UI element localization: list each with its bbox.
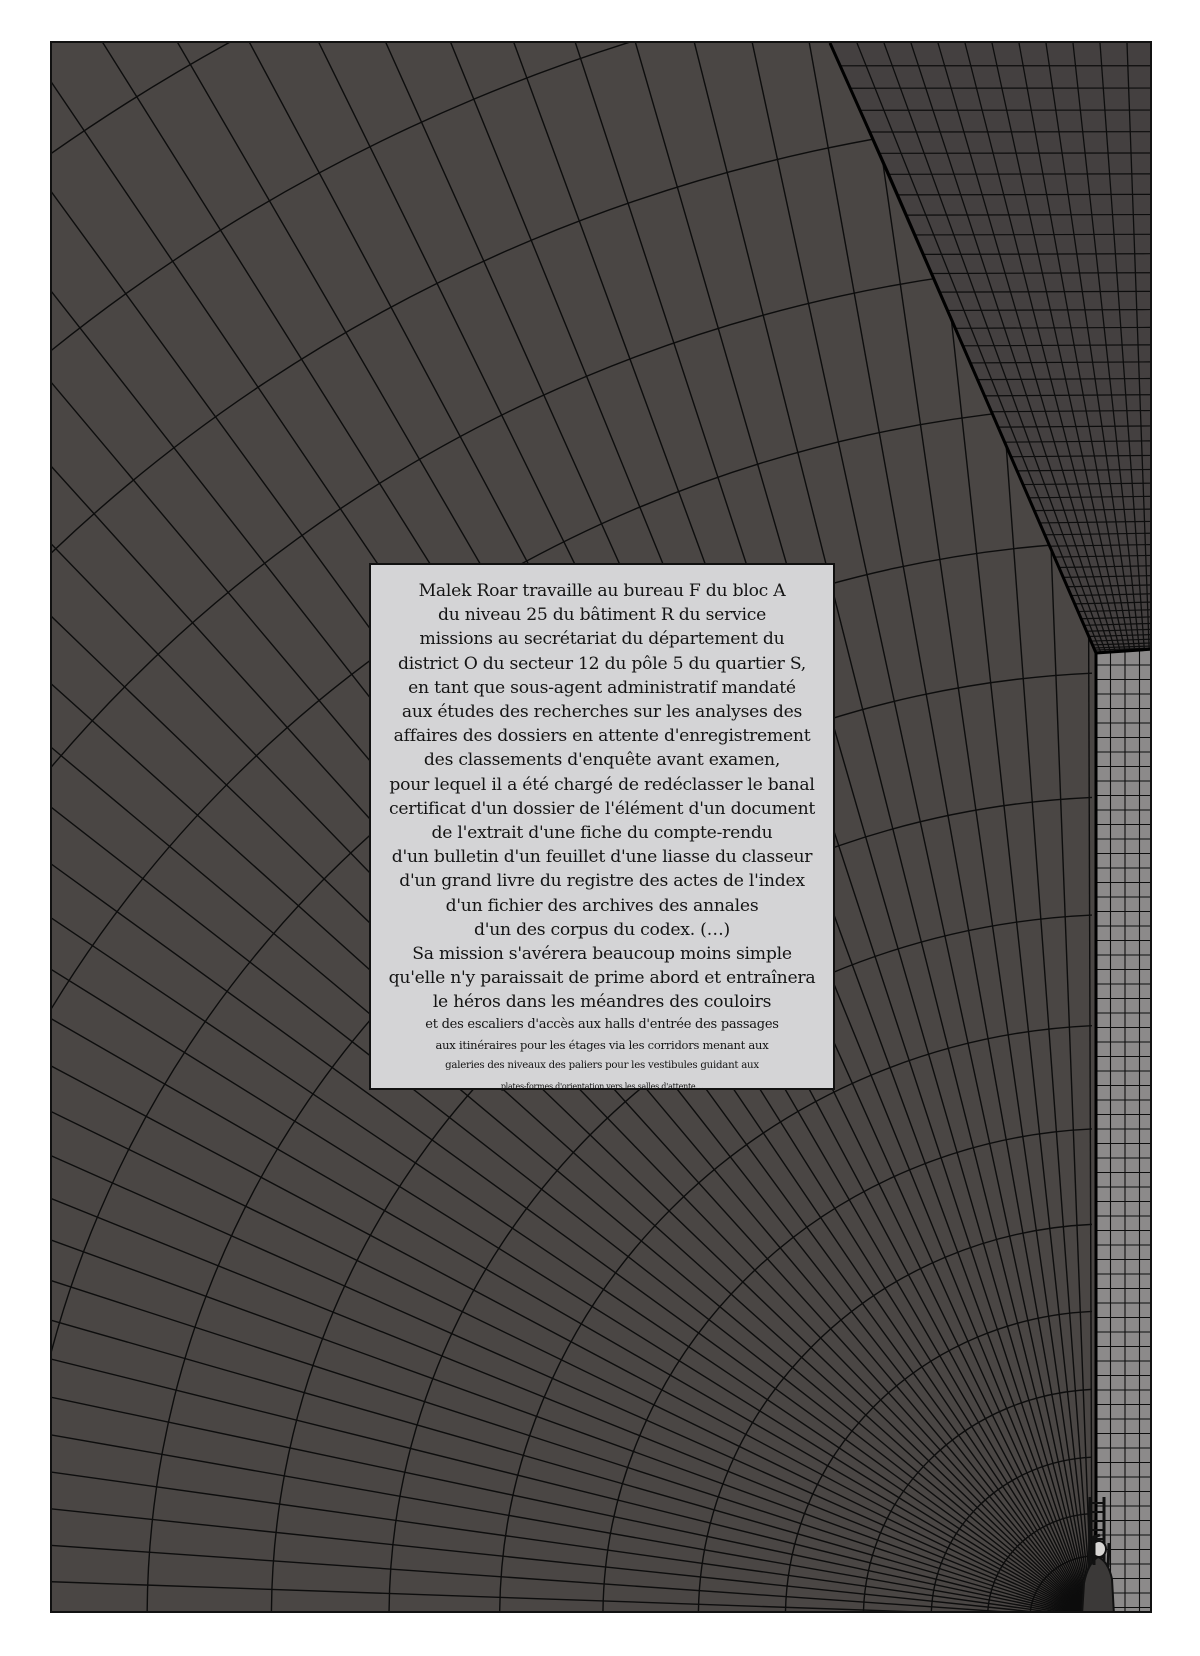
caption-line: d'un bulletin d'un feuillet d'une liasse du classeur xyxy=(391,847,813,868)
caption-line: et des escaliers d'accès aux halls d'entrée des passages xyxy=(425,1016,779,1032)
caption-line: de l'extrait d'une fiche du compte-rendu xyxy=(431,823,773,844)
caption-line: le héros dans les méandres des couloirs xyxy=(432,992,772,1013)
caption-line: d'un grand livre du registre des actes de l'index xyxy=(399,871,805,892)
caption-line: d'un des corpus du codex. (…) xyxy=(474,919,730,940)
caption-line: Malek Roar travaille au bureau F du bloc A xyxy=(418,581,786,601)
caption-box xyxy=(369,563,835,1090)
caption-line: du niveau 25 du bâtiment R du service xyxy=(437,605,767,626)
caption-line: aux itinéraires pour les étages via les corridors menant aux xyxy=(435,1037,769,1052)
caption-line: certificat d'un dossier de l'élément d'un document xyxy=(388,798,816,819)
caption-text xyxy=(371,579,833,1098)
caption-line: affaires des dossiers en attente d'enregistrement xyxy=(393,726,811,747)
caption-line: qu'elle n'y paraissait de prime abord et entraînera xyxy=(388,968,816,989)
caption-line: des classements d'enquête avant examen, xyxy=(423,750,781,771)
caption-line: d'un fichier des archives des annales xyxy=(445,895,759,916)
far-wall-grid xyxy=(1096,649,1152,1613)
caption-line: district O du secteur 12 du pôle 5 du quartier S, xyxy=(398,653,806,674)
caption-line: galeries des niveaux des paliers pour les vestibules guidant aux xyxy=(445,1059,759,1071)
caption-line: aux études des recherches sur les analyses des xyxy=(401,702,803,723)
caption-line: pour lequel il a été chargé de redéclasser le banal xyxy=(389,774,815,795)
caption-line: missions au secrétariat du département du xyxy=(419,629,785,650)
caption-line: en tant que sous-agent administratif mandaté xyxy=(408,677,796,698)
caption-line: plates-formes d'orientation vers les salles d'attente… xyxy=(500,1081,704,1091)
caption-line: Sa mission s'avérera beaucoup moins simple xyxy=(412,944,792,965)
